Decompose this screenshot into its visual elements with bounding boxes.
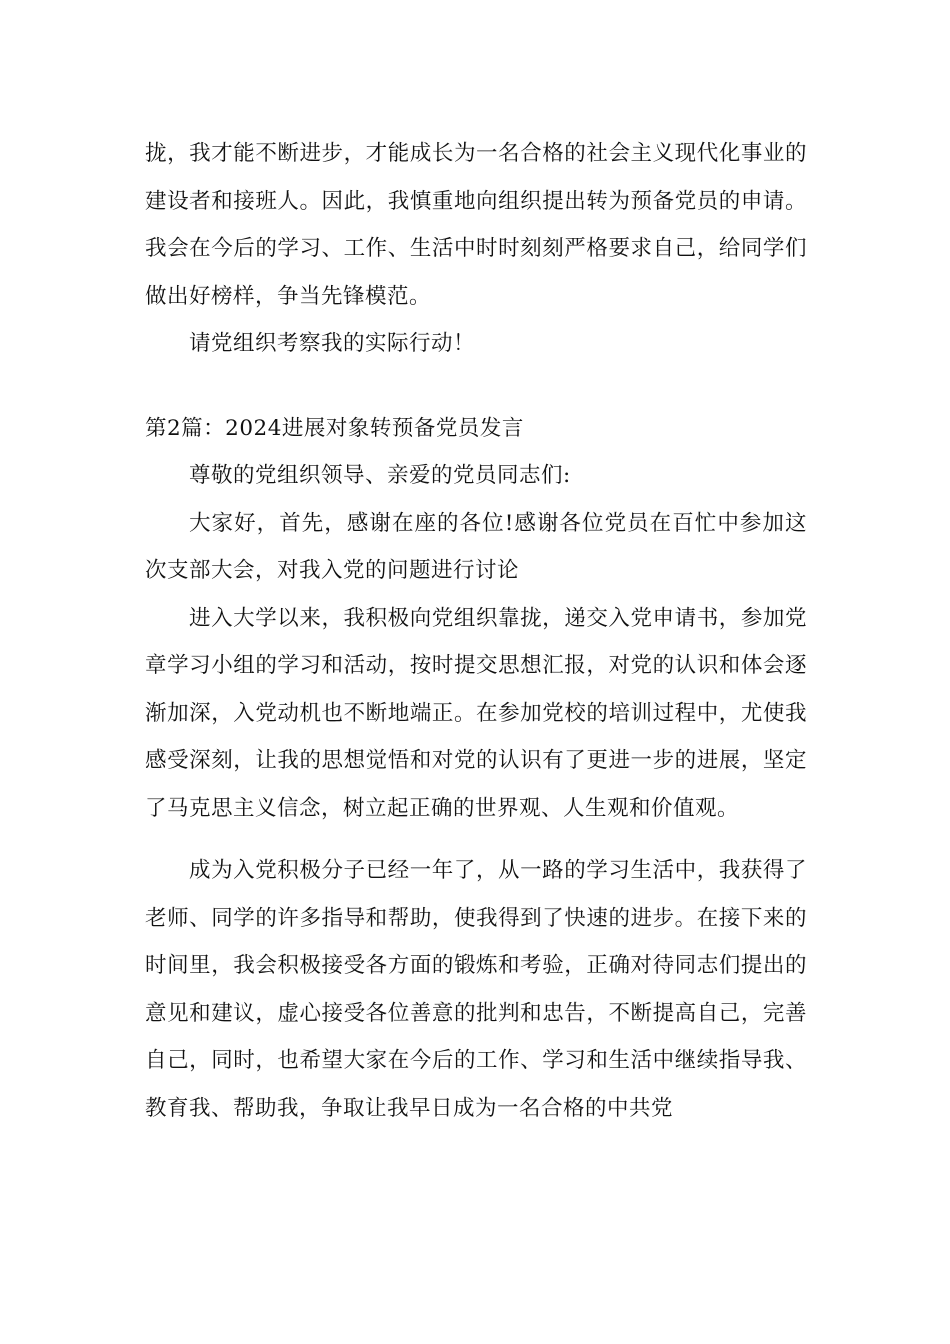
paragraph-continuation: 拢，我才能不断进步，才能成长为一名合格的社会主义现代化事业的建设者和接班人。因此，我慎重地向组织提出转为预备党员的申请。我会在今后的学习、工作、生活中时时刻刻严格要求自己，给同学们做出好榜样，争当先锋模范。 <box>145 141 807 309</box>
paragraph-university: 进入大学以来，我积极向党组织靠拢，递交入党申请书，参加党章学习小组的学习和活动，按时提交思想汇报，对党的认识和体会逐渐加深，入党动机也不断地端正。在参加党校的培训过程中，尤使我感受深刻，让我的思想觉悟和对党的认识有了更进一步的进展，坚定了马克思主义信念，树立起正确的世界观、人生观和价值观。 <box>145 605 807 821</box>
paragraph-activist: 成为入党积极分子已经一年了，从一路的学习生活中，我获得了老师、同学的许多指导和帮助，使我得到了快速的进步。在接下来的时间里，我会积极接受各方面的锻炼和考验，正确对待同志们提出的意见和建议，虚心接受各位善意的批判和忠告，不断提高自己，完善自己，同时，也希望大家在今后的工作、学习和生活中继续指导我、教育我、帮助我，争取让我早日成为一名合格的中共党 <box>145 858 807 1121</box>
section-title: 第2篇：2024进展对象转预备党员发言 <box>145 415 524 441</box>
paragraph-salutation: 尊敬的党组织领导、亲爱的党员同志们: <box>189 463 571 488</box>
document-body <box>145 130 807 1132</box>
paragraph-greeting: 大家好，首先，感谢在座的各位!感谢各位党员在百忙中参加这次支部大会，对我入党的问题进行讨论 <box>145 510 807 583</box>
paragraph-closing: 请党组织考察我的实际行动！ <box>189 331 476 356</box>
